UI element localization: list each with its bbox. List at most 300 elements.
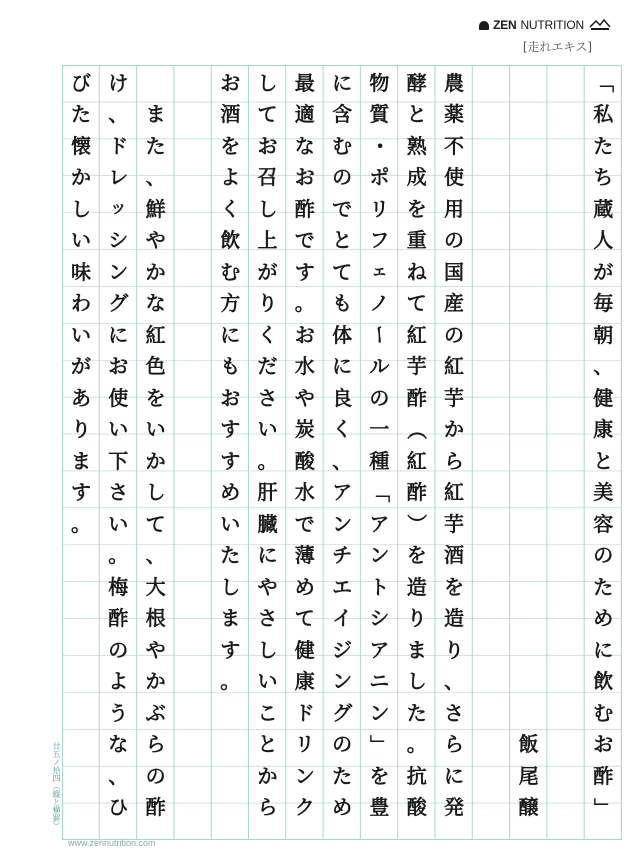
manuscript-char: ド [294, 700, 315, 725]
manuscript-char: 不 [444, 133, 464, 158]
manuscript-char [137, 67, 174, 99]
manuscript-char: 豊 [369, 795, 390, 820]
manuscript-char: 美 [593, 480, 614, 505]
manuscript-char: ン [294, 763, 315, 788]
manuscript-char [510, 445, 547, 477]
manuscript-char: 炭 [294, 417, 315, 442]
footer-url: www.zennutrition.com [68, 838, 156, 848]
house-icon [479, 21, 489, 30]
manuscript-char: て [145, 511, 166, 536]
manuscript-char: だ [257, 354, 278, 379]
manuscript-char: と [332, 228, 353, 253]
text-column [137, 65, 174, 840]
manuscript-char: た [71, 102, 91, 127]
manuscript-char: 酒 [220, 102, 241, 127]
manuscript-char: 下 [108, 448, 129, 473]
manuscript-char [547, 508, 584, 540]
manuscript-char: 根 [145, 606, 166, 631]
manuscript-char: 。 [257, 448, 278, 473]
manuscript-char: を [406, 543, 427, 568]
manuscript-char: 飯 [518, 732, 539, 757]
manuscript-char [473, 130, 510, 162]
manuscript-char: た [220, 543, 241, 568]
manuscript-char: 。 [71, 511, 91, 536]
manuscript-char: を [220, 133, 241, 158]
manuscript-char: り [444, 637, 464, 662]
manuscript-char [473, 319, 510, 351]
manuscript-char: お [593, 732, 614, 757]
manuscript-char: 健 [294, 637, 315, 662]
manuscript-char [547, 445, 584, 477]
manuscript-char: 「 [591, 72, 616, 93]
manuscript-char: 最 [294, 70, 315, 95]
manuscript-char: い [145, 417, 166, 442]
manuscript-char: い [108, 417, 129, 442]
manuscript-char: ン [369, 543, 390, 568]
manuscript-char: ル [369, 354, 390, 379]
manuscript-char: チ [332, 543, 353, 568]
manuscript-char: か [71, 165, 91, 190]
manuscript-char: 使 [108, 385, 129, 410]
manuscript-char: い [71, 322, 91, 347]
manuscript-char: が [257, 259, 278, 284]
manuscript-char: 容 [593, 511, 614, 536]
text-column [324, 65, 361, 840]
manuscript-char: の [593, 543, 614, 568]
manuscript-char: て [332, 259, 353, 284]
manuscript-char [547, 666, 584, 698]
text-column [585, 65, 622, 840]
manuscript-char [174, 382, 211, 414]
manuscript-char: す [71, 480, 91, 505]
manuscript-char [547, 256, 584, 288]
manuscript-char [510, 288, 547, 320]
manuscript-char [510, 99, 547, 131]
manuscript-char: も [220, 354, 241, 379]
manuscript-char [547, 351, 584, 383]
manuscript-char: し [257, 196, 278, 221]
manuscript-char: 酢 [406, 385, 427, 410]
manuscript-char: 。 [108, 543, 129, 568]
manuscript-char: 種 [369, 448, 390, 473]
manuscript-char [473, 729, 510, 761]
manuscript-char: ア [332, 480, 353, 505]
text-column [249, 65, 286, 840]
manuscript-char [547, 288, 584, 320]
manuscript-char: け [108, 70, 129, 95]
manuscript-char: と [593, 448, 614, 473]
manuscript-char: ク [294, 795, 315, 820]
manuscript-char: 懐 [71, 133, 91, 158]
manuscript-char: ン [108, 259, 129, 284]
manuscript-char: 酢 [294, 196, 315, 221]
manuscript-char: 、 [593, 354, 614, 379]
manuscript-char [174, 477, 211, 509]
manuscript-char: や [257, 574, 278, 599]
manuscript-char [510, 603, 547, 635]
manuscript-char [174, 729, 211, 761]
manuscript-char: ね [406, 259, 427, 284]
manuscript-char [473, 256, 510, 288]
manuscript-char: た [332, 763, 353, 788]
manuscript-char: 醸 [518, 795, 539, 820]
manuscript-char: に [444, 763, 464, 788]
manuscript-char [174, 666, 211, 698]
manuscript-char [473, 414, 510, 446]
manuscript-char [473, 67, 510, 99]
manuscript-char: の [444, 228, 464, 253]
manuscript-char [174, 99, 211, 131]
manuscript-char: に [332, 70, 353, 95]
manuscript-char [510, 540, 547, 572]
manuscript-char [473, 760, 510, 792]
manuscript-char: お [294, 165, 315, 190]
manuscript-char: 発 [444, 795, 464, 820]
manuscript-char: の [108, 637, 129, 662]
manuscript-char: り [257, 291, 278, 316]
manuscript-char [473, 99, 510, 131]
manuscript-char [63, 540, 100, 572]
manuscript-char: 私 [593, 102, 614, 127]
manuscript-char: （ [404, 419, 429, 440]
manuscript-char: も [332, 291, 353, 316]
manuscript-char: ェ [370, 261, 388, 282]
brand-nutrition: NUTRITION [520, 18, 584, 32]
manuscript-char: 含 [332, 102, 353, 127]
manuscript-char [473, 792, 510, 824]
manuscript-char [174, 67, 211, 99]
manuscript-char: リ [294, 732, 315, 757]
manuscript-char: 物 [369, 70, 390, 95]
manuscript-char [510, 634, 547, 666]
manuscript-char [174, 225, 211, 257]
manuscript-char: な [145, 291, 166, 316]
manuscript-char [473, 225, 510, 257]
manuscript-char [510, 130, 547, 162]
manuscript-char: ン [332, 511, 353, 536]
manuscript-char: か [444, 417, 464, 442]
manuscript-char: ） [404, 513, 429, 534]
manuscript-char [63, 634, 100, 666]
manuscript-char [174, 571, 211, 603]
manuscript-char [547, 634, 584, 666]
manuscript-char: む [220, 259, 241, 284]
manuscript-char: い [71, 228, 91, 253]
manuscript-char: 飲 [593, 669, 614, 694]
manuscript-char [174, 193, 211, 225]
manuscript-char: 紅 [406, 448, 427, 473]
manuscript-char: 酢 [108, 606, 129, 631]
manuscript-char [212, 697, 249, 729]
manuscript-char [63, 571, 100, 603]
manuscript-char: と [406, 102, 427, 127]
manuscript-char: の [145, 763, 166, 788]
manuscript-char: し [220, 574, 241, 599]
manuscript-char [547, 130, 584, 162]
manuscript-char: い [257, 417, 278, 442]
manuscript-char: ト [369, 574, 390, 599]
manuscript-char: い [257, 669, 278, 694]
manuscript-char [174, 288, 211, 320]
manuscript-char: か [145, 448, 166, 473]
manuscript-char: ら [444, 732, 464, 757]
text-column [510, 65, 547, 840]
manuscript-char: す [220, 417, 241, 442]
manuscript-char: 抗 [406, 763, 427, 788]
manuscript-char: ン [332, 669, 353, 694]
manuscript-char: か [257, 763, 278, 788]
manuscript-char: 芋 [406, 354, 427, 379]
manuscript-char [473, 603, 510, 635]
manuscript-char [174, 351, 211, 383]
manuscript-char [547, 540, 584, 572]
manuscript-char: 使 [444, 165, 464, 190]
manuscript-char: り [71, 417, 91, 442]
manuscript-char: お [220, 385, 241, 410]
manuscript-char: を [145, 385, 166, 410]
manuscript-char: く [332, 417, 353, 442]
manuscript-char: を [444, 574, 464, 599]
manuscript-char: 紅 [406, 322, 427, 347]
manuscript-char: ・ [367, 135, 392, 156]
manuscript-char: 方 [220, 291, 241, 316]
manuscript-char: な [108, 732, 129, 757]
margin-note: 廿五ノ拾四（縦と横罫） [52, 742, 61, 830]
manuscript-char: に [593, 637, 614, 662]
manuscript-char: の [444, 322, 464, 347]
manuscript-char: く [257, 322, 278, 347]
manuscript-char: 酸 [294, 448, 315, 473]
manuscript-char [547, 760, 584, 792]
manuscript-char: に [332, 354, 353, 379]
manuscript-char: む [332, 133, 353, 158]
manuscript-char: 、 [332, 448, 353, 473]
manuscript-char: よ [220, 165, 241, 190]
manuscript-char: に [108, 322, 129, 347]
manuscript-char [547, 225, 584, 257]
manuscript-char: ッ [109, 198, 127, 219]
manuscript-char: 。 [406, 732, 427, 757]
manuscript-char [174, 603, 211, 635]
manuscript-char [510, 508, 547, 540]
manuscript-char: で [294, 511, 315, 536]
manuscript-char: あ [71, 385, 91, 410]
manuscript-char: ま [145, 102, 166, 127]
text-column [63, 65, 100, 840]
manuscript-char [510, 477, 547, 509]
manuscript-char: わ [71, 291, 91, 316]
manuscript-char [510, 351, 547, 383]
manuscript-char: 酸 [406, 795, 427, 820]
manuscript-char [510, 319, 547, 351]
manuscript-char: て [257, 102, 278, 127]
manuscript-char: が [593, 259, 614, 284]
manuscript-char: 成 [406, 165, 427, 190]
manuscript-char: ぶ [145, 700, 166, 725]
manuscript-char: ド [108, 133, 129, 158]
manuscript-char: ジ [332, 637, 353, 662]
manuscript-char: 薄 [294, 543, 315, 568]
manuscript-char: め [220, 480, 241, 505]
manuscript-char: 酢 [593, 763, 614, 788]
manuscript-char [63, 792, 100, 824]
manuscript-char [63, 760, 100, 792]
manuscript-char: う [108, 700, 129, 725]
manuscript-char [510, 697, 547, 729]
manuscript-char [473, 697, 510, 729]
manuscript-char: 、 [145, 543, 166, 568]
text-column [398, 65, 435, 840]
manuscript-char: す [220, 637, 241, 662]
manuscript-char: 紅 [145, 322, 166, 347]
text-column [212, 65, 249, 840]
text-column [361, 65, 398, 840]
manuscript-char: 、 [444, 669, 464, 694]
manuscript-char: イ [332, 606, 353, 631]
manuscript-char: か [145, 259, 166, 284]
manuscript-char: 一 [369, 417, 390, 442]
manuscript-char: 水 [294, 354, 315, 379]
manuscript-char [63, 697, 100, 729]
manuscript-char [174, 508, 211, 540]
manuscript-char [473, 351, 510, 383]
manuscript-char: や [294, 385, 315, 410]
manuscript-char: し [257, 637, 278, 662]
text-column [174, 65, 211, 840]
manuscript-char [212, 760, 249, 792]
manuscript-char: ま [71, 448, 91, 473]
manuscript-char: た [593, 133, 614, 158]
manuscript-char: ま [220, 606, 241, 631]
manuscript-char [547, 792, 584, 824]
manuscript-char: 」 [367, 734, 392, 755]
manuscript-char [174, 414, 211, 446]
manuscript-char: 肝 [257, 480, 278, 505]
manuscript-char: む [593, 700, 614, 725]
manuscript-char: て [294, 606, 315, 631]
manuscript-char [174, 760, 211, 792]
manuscript-char: た [593, 574, 614, 599]
manuscript-char [547, 414, 584, 446]
manuscript-char: や [145, 228, 166, 253]
manuscript-char: な [294, 133, 315, 158]
manuscript-char: エ [332, 574, 353, 599]
manuscript-char: お [108, 354, 129, 379]
manuscript-char [510, 414, 547, 446]
manuscript-char: 健 [593, 385, 614, 410]
manuscript-char: て [406, 291, 427, 316]
manuscript-char: 酢 [145, 795, 166, 820]
manuscript-char: フ [369, 228, 390, 253]
manuscript-char: め [593, 606, 614, 631]
manuscript-char [510, 67, 547, 99]
manuscript-char: さ [257, 385, 278, 410]
manuscript-char: リ [369, 196, 390, 221]
manuscript-char [63, 603, 100, 635]
manuscript-char [473, 445, 510, 477]
manuscript-char: ポ [369, 165, 390, 190]
manuscript-char: い [220, 511, 241, 536]
manuscript-char: ら [145, 732, 166, 757]
manuscript-char: 水 [294, 480, 315, 505]
manuscript-char: ひ [108, 795, 129, 820]
manuscript-char: た [145, 133, 166, 158]
manuscript-char: 飲 [220, 228, 241, 253]
manuscript-char: シ [108, 228, 129, 253]
manuscript-char [510, 193, 547, 225]
manuscript-char: 、 [145, 165, 166, 190]
manuscript-char [547, 99, 584, 131]
brand-subtitle: [走れエキス] [522, 40, 592, 54]
text-column [547, 65, 584, 840]
manuscript-char [174, 130, 211, 162]
manuscript-char: し [257, 70, 278, 95]
manuscript-char [547, 193, 584, 225]
manuscript-char: を [369, 763, 390, 788]
manuscript-char: 人 [593, 228, 614, 253]
manuscript-char: さ [257, 606, 278, 631]
manuscript-char: こ [257, 700, 278, 725]
manuscript-char [473, 540, 510, 572]
manuscript-char: 康 [593, 417, 614, 442]
manuscript-char: 重 [406, 228, 427, 253]
manuscript-char: 適 [294, 102, 315, 127]
manuscript-char [547, 162, 584, 194]
manuscript-char: ち [593, 165, 614, 190]
manuscript-char: 。 [220, 669, 241, 694]
manuscript-char [174, 319, 211, 351]
manuscript-char: さ [444, 700, 464, 725]
manuscript-char: め [294, 574, 315, 599]
manuscript-char: 色 [145, 354, 166, 379]
manuscript-char: ノ [369, 291, 390, 316]
manuscript-char: ア [369, 511, 390, 536]
manuscript-char: お [294, 322, 315, 347]
manuscript-char: 酢 [406, 480, 427, 505]
manuscript-char: に [257, 543, 278, 568]
manuscript-char: 蔵 [593, 196, 614, 221]
manuscript-char: び [71, 70, 91, 95]
brand-zen: ZEN [493, 18, 517, 32]
manuscript-char: グ [108, 291, 129, 316]
manuscript-char: 「 [367, 482, 392, 503]
manuscript-char: 紅 [444, 480, 464, 505]
manuscript-char: 体 [332, 322, 353, 347]
manuscript-char [510, 162, 547, 194]
manuscript-char: 用 [444, 196, 464, 221]
manuscript-char: し [145, 480, 166, 505]
manuscript-char: ー [367, 324, 392, 345]
manuscript-char [473, 634, 510, 666]
manuscript-char: し [71, 196, 91, 221]
manuscript-char [473, 508, 510, 540]
manuscript-char: 梅 [108, 574, 129, 599]
manuscript-char [473, 477, 510, 509]
manuscript-char: 農 [444, 70, 464, 95]
manuscript-char: 芋 [444, 511, 464, 536]
manuscript-char [473, 288, 510, 320]
manuscript-char: や [145, 637, 166, 662]
manuscript-char: お [220, 70, 241, 95]
text-column [286, 65, 323, 840]
manuscript-char: り [406, 606, 427, 631]
manuscript-char: 朝 [593, 322, 614, 347]
manuscript-char: 康 [294, 669, 315, 694]
manuscript-char: め [332, 795, 353, 820]
manuscript-char [473, 193, 510, 225]
manuscript-char: で [332, 196, 353, 221]
manuscript-char: 芋 [444, 385, 464, 410]
